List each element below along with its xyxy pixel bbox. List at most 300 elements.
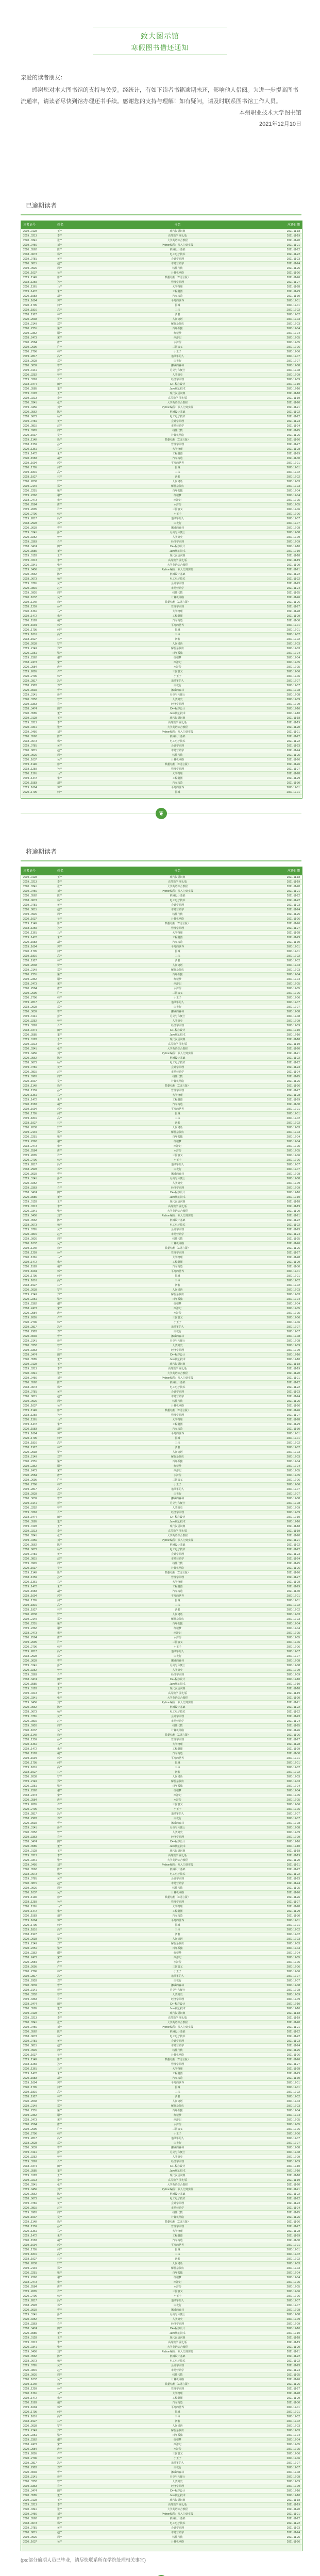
table-row (21, 1274, 302, 1279)
cell-name: 陈** (57, 1544, 62, 1547)
table-row (21, 1177, 302, 1181)
table-row (21, 248, 302, 252)
cell-name: 杨** (57, 415, 62, 418)
cell-card-no: 2019...3363 (23, 2485, 37, 2488)
table-row (21, 894, 302, 899)
cell-book-title: Java核心技术 (170, 1845, 186, 1848)
cell-name: 邓** (57, 1655, 62, 1658)
cell-name: 赵** (57, 587, 62, 590)
cell-due-date: 2021-12-03 (287, 2267, 300, 2270)
cell-name: 周** (57, 429, 62, 432)
cell-due-date: 2021-11-19 (287, 880, 300, 884)
cell-book-title: Python编程：从入门到实践 (162, 2513, 193, 2516)
table-row (21, 739, 302, 744)
cell-name: 胡** (57, 1265, 62, 1268)
table-row (21, 2507, 302, 2512)
cell-card-no: 2019...0213 (23, 2503, 37, 2506)
cell-card-no: 2020...2584 (23, 1961, 37, 1964)
cell-name: 杨** (57, 253, 62, 256)
cell-card-no: 2019...0456 (23, 1863, 37, 1867)
cell-book-title: 计算机网络 (171, 1080, 184, 1083)
cell-card-no: 2020...0562 (23, 1381, 37, 1384)
table-row (21, 2489, 302, 2494)
cell-due-date: 2021-11-29 (287, 290, 300, 293)
cell-due-date: 2021-12-02 (287, 1771, 300, 1774)
table-row (21, 239, 302, 243)
cell-name: 周** (57, 1724, 62, 1727)
cell-book-title: Python编程：从入门到实践 (162, 1539, 193, 1542)
table-row (21, 1784, 302, 1789)
table-row (21, 2076, 302, 2081)
cell-due-date: 2021-11-27 (287, 1738, 300, 1741)
cell-name: 孙** (57, 1251, 62, 1255)
cell-card-no: 2019...1472 (23, 290, 37, 293)
cell-due-date: 2021-12-04 (287, 2114, 300, 2117)
cell-card-no: 2019...2695 (23, 992, 37, 995)
cell-due-date: 2021-11-22 (287, 2517, 300, 2520)
cell-book-title: 追风筝的人 (171, 1975, 184, 1978)
cell-due-date: 2021-11-21 (287, 568, 300, 571)
cell-card-no: 2020...3252 (23, 1669, 37, 1672)
cell-card-no: 2020...2584 (23, 987, 37, 990)
cell-card-no: 2019...1148 (23, 2058, 37, 2061)
cell-due-date: 2021-12-09 (287, 1349, 300, 1352)
cell-due-date: 2021-12-07 (287, 2137, 300, 2140)
cell-name: 吴** (57, 596, 62, 599)
cell-name: 高** (57, 309, 62, 312)
table-row (21, 1112, 302, 1116)
cell-book-title: 会计学原理 (171, 1391, 184, 1394)
cell-name: 黄** (57, 2202, 62, 2205)
cell-card-no: 2019...1694 (23, 624, 37, 627)
cell-name: 邓** (57, 2466, 62, 2469)
cell-book-title: 会计学原理 (171, 1715, 184, 1718)
cell-card-no: 2018...3474 (23, 2489, 37, 2493)
cell-due-date: 2021-12-03 (287, 1289, 300, 1292)
table-row (21, 1974, 302, 1979)
table-row (21, 2401, 302, 2405)
table-row (21, 554, 302, 558)
cell-book-title: 现代汉语词典 (170, 1038, 186, 1041)
cell-book-title: 小王子 (173, 1646, 181, 1649)
cell-name: 曾** (57, 1831, 62, 1834)
cell-book-title: 围城 (175, 2086, 180, 2089)
cell-due-date: 2021-12-10 (287, 2007, 300, 2010)
cell-name: 郑** (57, 1293, 62, 1296)
cell-name: 刘** (57, 1701, 62, 1704)
cell-due-date: 2021-11-20 (287, 1859, 300, 1862)
cell-due-date: 2021-12-06 (287, 2457, 300, 2460)
table-row (21, 1001, 302, 1005)
cell-name: 田** (57, 1840, 62, 1843)
table-row (21, 2030, 302, 2035)
cell-due-date: 2021-12-02 (287, 476, 300, 479)
table-row (21, 1070, 302, 1075)
cell-card-no: 2020...0562 (23, 735, 37, 738)
cell-name: 赵** (57, 2369, 62, 2372)
table-row (21, 656, 302, 660)
cell-book-title: 月亮与六便士 (170, 1989, 186, 1992)
cell-card-no: 2020...3585 (23, 2494, 37, 2497)
table-row (21, 1469, 302, 1473)
cell-book-title: 高等数学 第七版 (168, 2341, 187, 2344)
cell-card-no: 2020...3585 (23, 1683, 37, 1686)
cell-book-title: 机械设计基础 (170, 1219, 186, 1222)
cell-name: 曾** (57, 1506, 62, 1510)
table-row (21, 2021, 302, 2025)
cell-card-no: 2020...1705 (23, 2086, 37, 2089)
table-row (21, 271, 302, 276)
cell-card-no: 2020...2706 (23, 2295, 37, 2298)
table-row (21, 1135, 302, 1140)
cell-name: 冯** (57, 1001, 62, 1004)
cell-due-date: 2021-11-28 (287, 448, 300, 451)
cell-book-title: 白夜行 (173, 2142, 181, 2145)
cell-book-title: 平凡的世界 (171, 786, 184, 789)
cell-book-title: 人类简史 (172, 1344, 183, 1347)
cell-due-date: 2021-11-26 (287, 1242, 300, 1245)
cell-name: 孙** (57, 2063, 62, 2066)
cell-book-title: 水浒传 (173, 503, 181, 506)
cell-card-no: 2019...2362 (23, 1789, 37, 1792)
cell-name: 肖** (57, 1187, 62, 1190)
cell-book-title: 现代汉语词典 (170, 2499, 186, 2502)
cell-card-no: 2019...0456 (23, 2026, 37, 2029)
cell-due-date: 2021-11-26 (287, 2221, 300, 2224)
cell-book-title: 水浒传 (173, 1961, 181, 1964)
table-row (21, 2155, 302, 2160)
cell-book-title: 汽车构造 (172, 619, 183, 622)
cell-book-title: Java核心技术 (170, 2494, 186, 2497)
cell-card-no: 2019...3141 (23, 693, 37, 697)
cell-name: 王** (57, 1687, 62, 1690)
table-row (21, 577, 302, 582)
cell-card-no: 2020...1037 (23, 1891, 37, 1894)
cell-book-title: 小王子 (173, 2457, 181, 2460)
cell-book-title: 红楼梦 (173, 2276, 181, 2279)
cell-book-title: 市场营销学 (171, 908, 184, 911)
cell-due-date: 2021-12-04 (287, 2438, 300, 2442)
cell-card-no: 2020...2251 (23, 1298, 37, 1301)
table-row (21, 2452, 302, 2456)
cell-book-title: 大学物理 (172, 610, 183, 613)
cell-card-no: 2019...2149 (23, 2267, 37, 2270)
cell-due-date: 2021-12-08 (287, 1173, 300, 1176)
cell-name: 李** (57, 880, 62, 884)
cell-name: 杨** (57, 2522, 62, 2525)
cell-book-title: 现代汉语词典 (170, 2012, 186, 2015)
cell-card-no: 2019...2362 (23, 2438, 37, 2442)
table-row (21, 1960, 302, 1965)
cell-card-no: 2018...0673 (23, 415, 37, 418)
cell-book-title: 市场营销学 (171, 2207, 184, 2210)
cell-name: 郭** (57, 945, 62, 948)
cell-book-title: 百年孤独 (172, 1947, 183, 1950)
cell-name: 黄** (57, 904, 62, 907)
cell-name: 宋** (57, 499, 62, 502)
cell-card-no: 2019...0781 (23, 904, 37, 907)
table-row (21, 1014, 302, 1019)
section-due-soon-title: 将逾期读者 (26, 848, 57, 855)
table-row (21, 702, 302, 707)
table-row (21, 1140, 302, 1144)
cell-card-no: 2018...1259 (23, 1414, 37, 1417)
cell-card-no: 2020...2038 (23, 318, 37, 321)
cell-card-no: 2019...1816 (23, 2415, 37, 2418)
cell-name: 马** (57, 1743, 62, 1746)
cell-card-no: 2020...3039 (23, 1822, 37, 1825)
cell-due-date: 2021-11-30 (287, 2239, 300, 2242)
cell-due-date: 2021-12-05 (287, 666, 300, 669)
cell-due-date: 2021-11-20 (287, 1210, 300, 1213)
cell-book-title: 线性代数 (172, 913, 183, 916)
table-row (21, 2475, 302, 2480)
cell-book-title: 百年孤独 (172, 1298, 183, 1301)
cell-due-date: 2021-12-05 (287, 982, 300, 986)
cell-due-date: 2021-12-09 (287, 536, 300, 539)
cell-card-no: 2019...2817 (23, 517, 37, 520)
cell-card-no: 2020...2706 (23, 675, 37, 678)
cell-card-no: 2019...2149 (23, 2429, 37, 2432)
col-header-due: 应还日期 (287, 224, 300, 227)
cell-card-no: 2020...1037 (23, 596, 37, 599)
cell-book-title: 活着 (175, 1771, 180, 1774)
table-row (21, 2303, 302, 2308)
cell-name: 宋** (57, 1469, 62, 1472)
table-row (21, 503, 302, 507)
cell-book-title: Python编程：从入门到实践 (162, 1863, 193, 1867)
cell-card-no: 2019...2362 (23, 2114, 37, 2117)
cell-card-no: 2019...3363 (23, 2323, 37, 2326)
cell-name: 吴** (57, 1891, 62, 1894)
cell-due-date: 2021-12-05 (287, 987, 300, 990)
cell-name: 梁** (57, 1947, 62, 1950)
table-row (21, 1191, 302, 1195)
cell-due-date: 2021-11-29 (287, 936, 300, 939)
cell-due-date: 2021-11-19 (287, 2016, 300, 2020)
cell-name: 董** (57, 1033, 62, 1037)
cell-card-no: 2020...0815 (23, 1233, 37, 1236)
cell-book-title: 红楼梦 (173, 656, 181, 659)
cell-due-date: 2021-12-07 (287, 1168, 300, 1171)
table-row (21, 1719, 302, 1724)
table-row (21, 1613, 302, 1617)
table-row (21, 1144, 302, 1149)
cell-book-title: Python编程：从入门到实践 (162, 568, 193, 571)
cell-card-no: 2020...2251 (23, 1947, 37, 1950)
cell-due-date: 2021-12-06 (287, 508, 300, 511)
cell-book-title: 解忧杂货店 (171, 969, 184, 972)
cell-book-title: 追风筝的人 (171, 2462, 184, 2465)
cell-due-date: 2021-11-18 (287, 2499, 300, 2502)
table-row (21, 2280, 302, 2285)
cell-card-no: 2020...1037 (23, 2540, 37, 2544)
cell-due-date: 2021-11-19 (287, 1692, 300, 1695)
table-row (21, 1158, 302, 1163)
cell-book-title: C++程序设计 (170, 1678, 186, 1681)
cell-name: 徐** (57, 1734, 62, 1737)
table-row (21, 693, 302, 698)
cell-due-date: 2021-11-22 (287, 1386, 300, 1389)
cell-book-title: 工程制图 (172, 290, 183, 293)
cell-name: 田** (57, 2003, 62, 2006)
cell-due-date: 2021-12-07 (287, 1006, 300, 1009)
cell-card-no: 2018...2473 (23, 2443, 37, 2446)
cell-book-title: 高等数学 第七版 (168, 1043, 187, 1046)
cell-name: 梁** (57, 2109, 62, 2112)
table-row (21, 2104, 302, 2109)
cell-card-no: 2019...1148 (23, 2221, 37, 2224)
cell-book-title: 水浒传 (173, 666, 181, 669)
table-row (21, 2127, 302, 2132)
cell-name: 韩** (57, 350, 62, 353)
letter-body: 感谢您对本大图书馆的支持与关爱。经统计，有如下读者书籍逾期未还，影响他人借阅。为进一步提高图书流通率，请读者尽快到馆办理还书手续。感谢您的支持与理解！如有疑问，请及时联系图书馆工作人员。 (21, 87, 298, 105)
cell-due-date: 2021-12-01 (287, 1112, 300, 1115)
cell-due-date: 2021-12-02 (287, 633, 300, 636)
cell-due-date: 2021-12-03 (287, 2429, 300, 2432)
cell-card-no: 2018...2928 (23, 522, 37, 525)
cell-name: 谢** (57, 978, 62, 981)
cell-due-date: 2021-12-07 (287, 2304, 300, 2307)
cell-book-title: 经济学原理 (171, 703, 184, 706)
cell-name: 吴** (57, 2054, 62, 2057)
cell-due-date: 2021-12-10 (287, 1683, 300, 1686)
table-row (21, 229, 302, 234)
table-row (21, 1506, 302, 1511)
cell-due-date: 2021-12-05 (287, 661, 300, 664)
cell-name: 彭** (57, 1340, 62, 1343)
table-row (21, 2164, 302, 2169)
table-row (21, 633, 302, 637)
cell-name: 谢** (57, 1465, 62, 1468)
cell-name: 郭** (57, 2406, 62, 2409)
cell-card-no: 2019...0926 (23, 1724, 37, 1727)
cell-card-no: 2019...0128 (23, 1687, 37, 1690)
cell-book-title: 汽车构造 (172, 295, 183, 298)
cell-due-date: 2021-11-25 (287, 591, 300, 595)
cell-due-date: 2021-12-03 (287, 485, 300, 488)
cell-name: 宋** (57, 982, 62, 986)
cell-name: 黄** (57, 1715, 62, 1718)
cell-name: 曹** (57, 1173, 62, 1176)
cell-due-date: 2021-12-04 (287, 1789, 300, 1792)
cell-due-date: 2021-11-27 (287, 768, 300, 771)
cell-card-no: 2019...1816 (23, 471, 37, 474)
cell-name: 冯** (57, 355, 62, 358)
cell-book-title: 大学英语综合教程 (167, 2183, 188, 2187)
cell-book-title: 解忧杂货店 (171, 2429, 184, 2432)
cell-due-date: 2021-11-22 (287, 578, 300, 581)
cell-name: 黄** (57, 1228, 62, 1231)
cell-book-title: 月亮与六便士 (170, 2313, 186, 2316)
cell-card-no: 2019...2362 (23, 332, 37, 335)
table-row (21, 1914, 302, 1919)
cell-name: 赵** (57, 1882, 62, 1885)
cell-book-title: 人类简史 (172, 374, 183, 377)
cell-due-date: 2021-11-30 (287, 295, 300, 298)
cell-card-no: 2018...1259 (23, 443, 37, 446)
cell-card-no: 2019...1816 (23, 309, 37, 312)
cell-name: 王** (57, 2499, 62, 2502)
cell-due-date: 2021-12-03 (287, 323, 300, 326)
table-row (21, 1121, 302, 1126)
table-row (21, 1223, 302, 1228)
cell-book-title: Java核心技术 (170, 550, 186, 553)
cell-card-no: 2019...3141 (23, 1177, 37, 1180)
cell-book-title: 现代汉语词典 (170, 1363, 186, 1366)
table-row (21, 1056, 302, 1061)
cell-card-no: 2019...0456 (23, 2350, 37, 2353)
cell-due-date: 2021-12-07 (287, 2142, 300, 2145)
cell-due-date: 2021-12-08 (287, 1989, 300, 1992)
table-row (21, 1061, 302, 1065)
cell-due-date: 2021-12-08 (287, 1335, 300, 1338)
cell-name: 许** (57, 1965, 62, 1969)
cell-card-no: 2019...1694 (23, 462, 37, 465)
cell-due-date: 2021-12-09 (287, 1182, 300, 1185)
cell-due-date: 2021-11-22 (287, 1057, 300, 1060)
cell-due-date: 2021-12-10 (287, 1033, 300, 1037)
cell-book-title: 解忧杂货店 (171, 1455, 184, 1459)
col-header-card: 读者证号 (23, 224, 36, 227)
cell-card-no: 2019...0781 (23, 582, 37, 585)
table-row (21, 1766, 302, 1770)
cell-card-no: 2019...0128 (23, 1038, 37, 1041)
cell-card-no: 2019...3141 (23, 1664, 37, 1667)
cell-card-no: 2020...3585 (23, 2170, 37, 2173)
cell-book-title: 现代汉语词典 (170, 230, 186, 233)
cell-due-date: 2021-12-01 (287, 2086, 300, 2089)
cell-due-date: 2021-12-05 (287, 1794, 300, 1797)
cell-due-date: 2021-12-06 (287, 513, 300, 516)
cell-name: 冯** (57, 1326, 62, 1329)
cell-due-date: 2021-12-06 (287, 1154, 300, 1157)
cell-book-title: 追风筝的人 (171, 355, 184, 358)
table-row (21, 2211, 302, 2215)
cell-card-no: 2020...2038 (23, 1613, 37, 1616)
cell-name: 朱** (57, 936, 62, 939)
cell-name: 陈** (57, 1381, 62, 1384)
cell-name: 彭** (57, 2476, 62, 2479)
table-row (21, 1460, 302, 1464)
cell-name: 郭** (57, 2244, 62, 2247)
table-row (21, 2252, 302, 2257)
table-row (21, 290, 302, 294)
cell-card-no: 2018...1927 (23, 638, 37, 641)
cell-card-no: 2019...1816 (23, 1442, 37, 1445)
cell-book-title: 水浒传 (173, 1799, 181, 1802)
cell-book-title: 数据结构（C语言版） (165, 438, 190, 442)
cell-due-date: 2021-11-22 (287, 735, 300, 738)
cell-name: 张** (57, 1047, 62, 1050)
cell-card-no: 2020...0562 (23, 1219, 37, 1222)
cell-book-title: 人间词话 (172, 1126, 183, 1129)
cell-due-date: 2021-12-05 (287, 1956, 300, 1959)
cell-book-title: C++程序设计 (170, 1516, 186, 1519)
table-row (21, 2215, 302, 2220)
cell-due-date: 2021-11-26 (287, 1567, 300, 1570)
table-row (21, 2433, 302, 2438)
cell-name: 郑** (57, 323, 62, 326)
cell-name: 郭** (57, 1432, 62, 1435)
cell-book-title: 会计学原理 (171, 2527, 184, 2530)
cell-card-no: 2019...2817 (23, 1163, 37, 1166)
cell-card-no: 2020...1705 (23, 791, 37, 794)
cell-name: 曹** (57, 527, 62, 530)
table-row (21, 2044, 302, 2048)
cell-card-no: 2019...0456 (23, 1214, 37, 1217)
cell-due-date: 2021-12-02 (287, 1446, 300, 1449)
